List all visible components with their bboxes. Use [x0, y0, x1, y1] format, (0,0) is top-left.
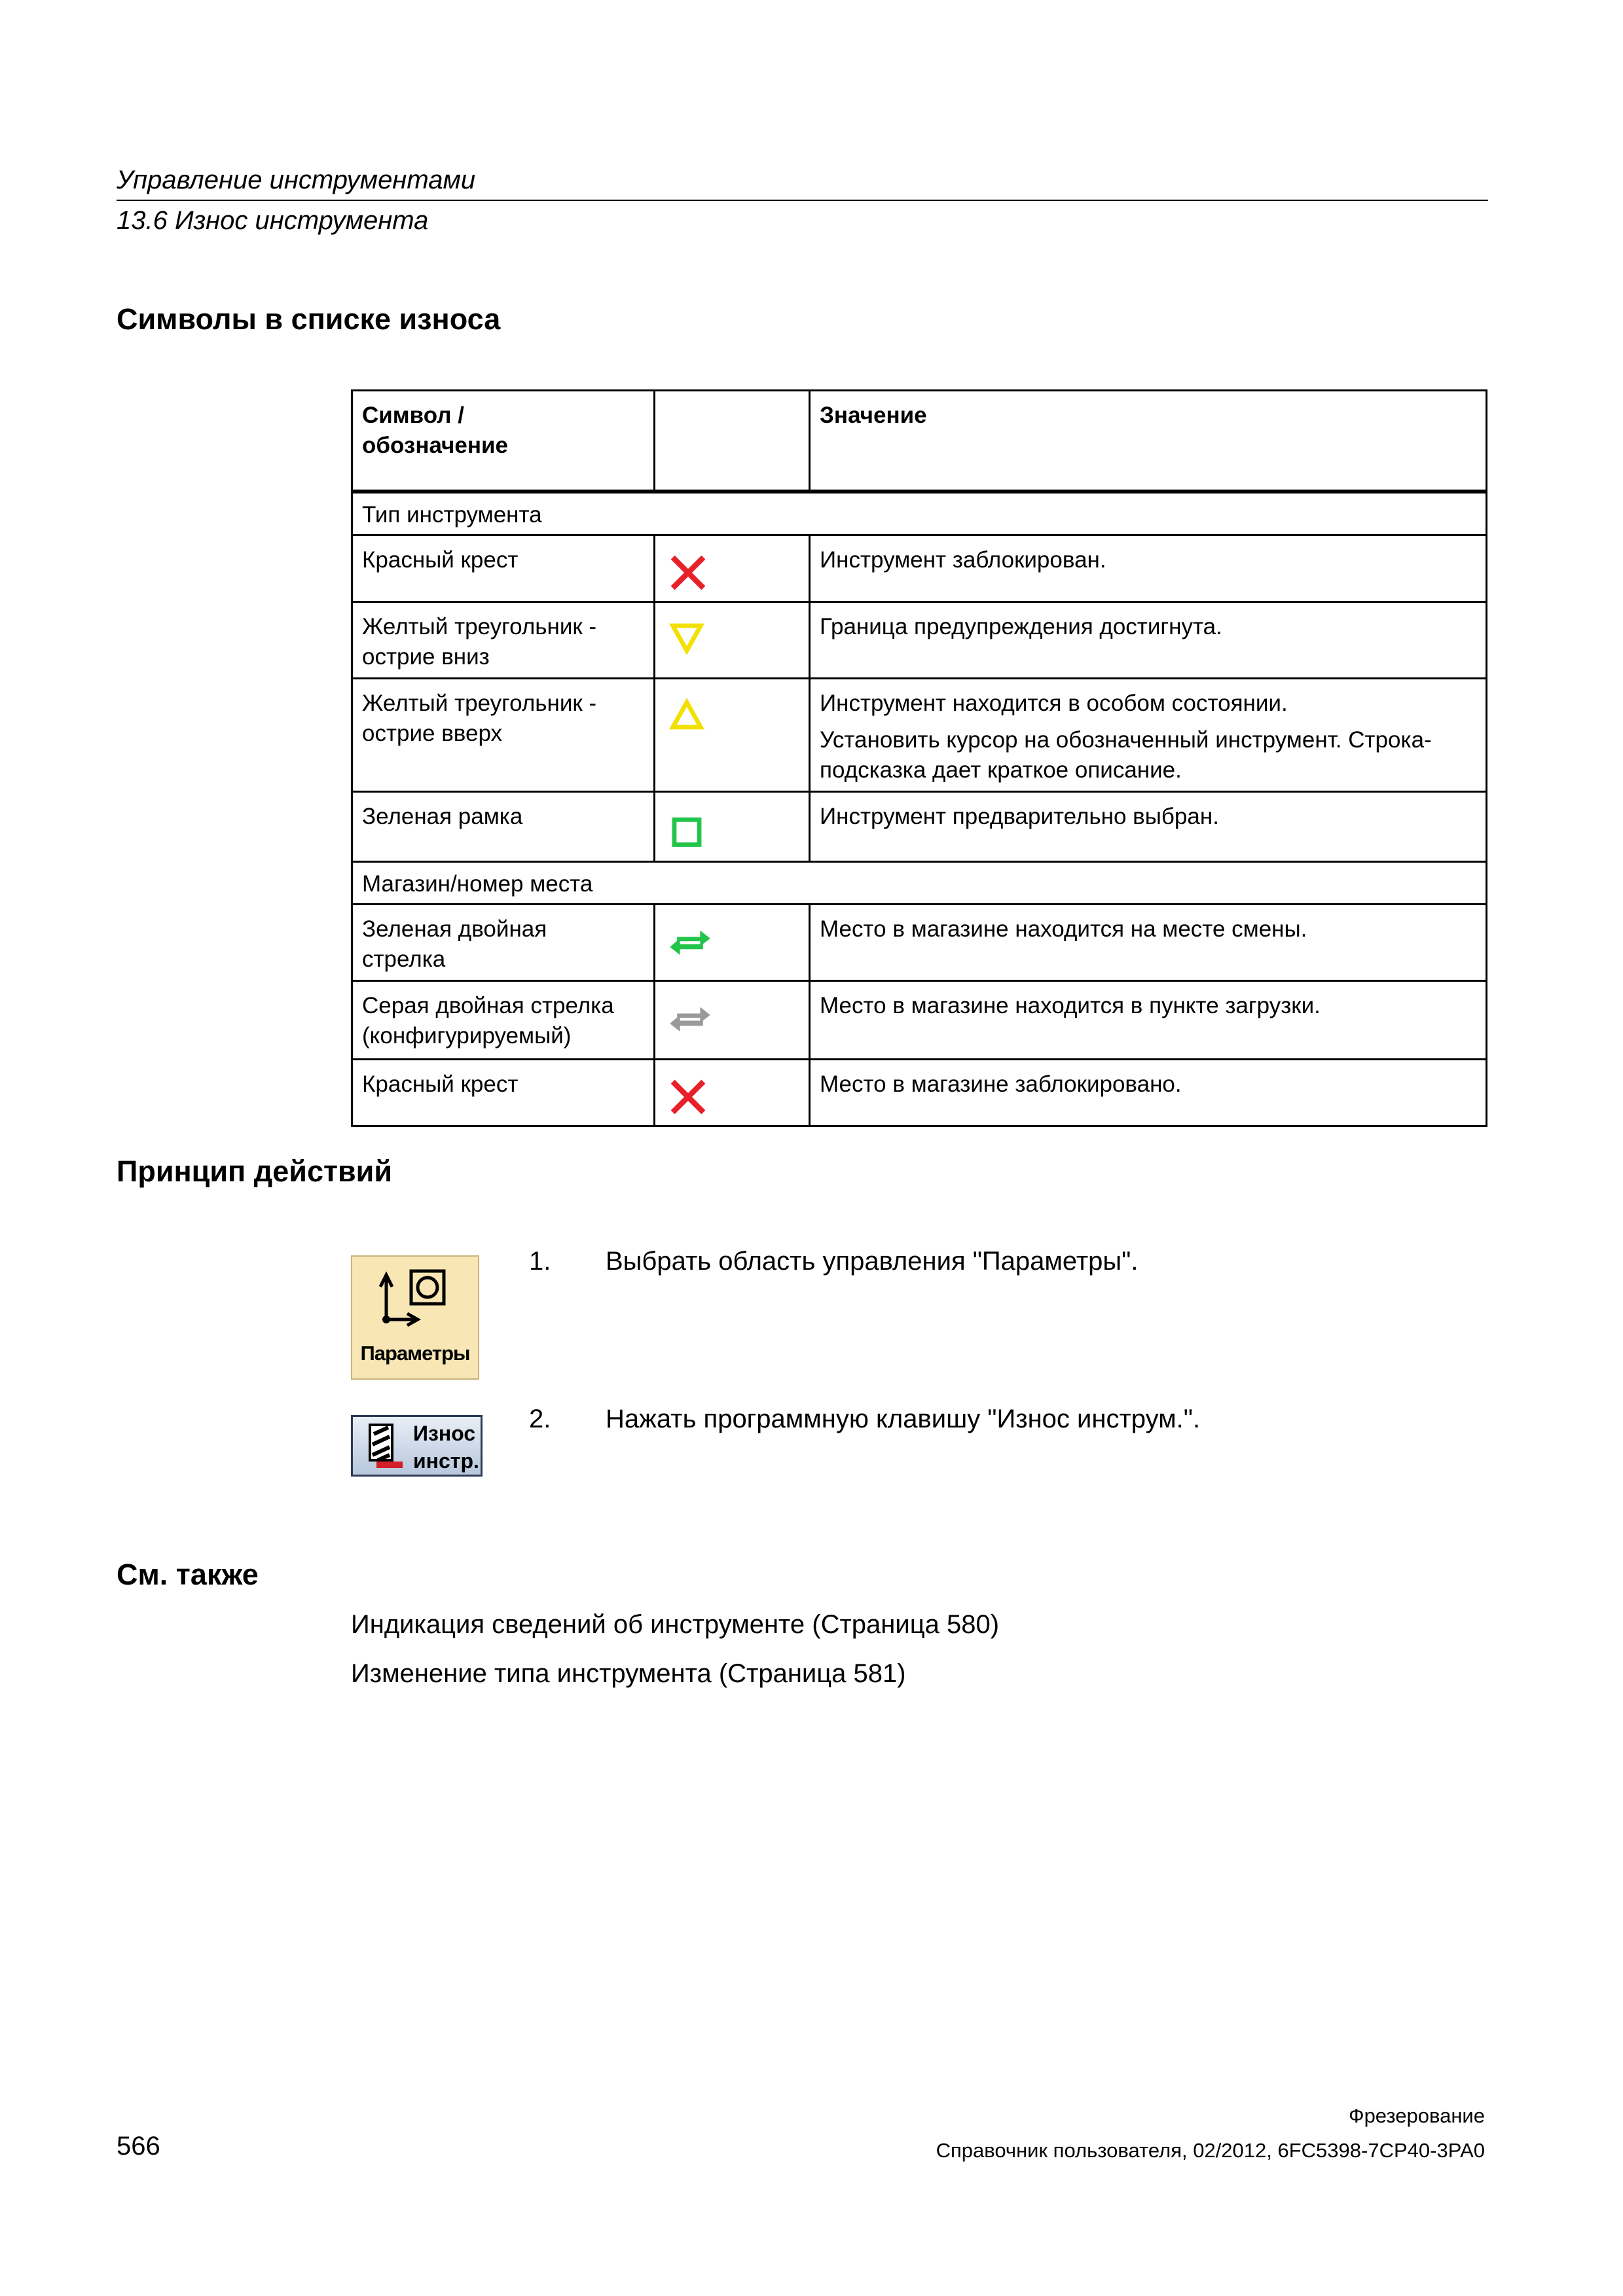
table-row: [352, 679, 1487, 792]
footer-product: Фрезерование: [1349, 2104, 1485, 2127]
tool-wear-softkey-label-line2: инстр.: [413, 1449, 479, 1473]
row-meaning: Установить курсор на обозначенный инструмент. Строка-подсказка дает краткое описание.: [820, 727, 1432, 783]
group-label-magazine: Магазин/номер места: [352, 862, 1487, 905]
row-symbol-name: (конфигурируемый): [362, 1023, 572, 1049]
row-symbol-name: острие вверх: [362, 721, 503, 746]
row-symbol-name: Красный крест: [362, 547, 519, 573]
table-row: [352, 535, 1487, 602]
table-row: [352, 981, 1487, 1060]
footer-manual-info: Справочник пользователя, 02/2012, 6FC5398-7CP40-3PA0: [936, 2139, 1485, 2162]
row-symbol-name: Зеленая двойная: [362, 916, 547, 942]
row-meaning: Место в магазине находится на месте смены.: [820, 916, 1307, 942]
parameters-softkey[interactable]: [351, 1255, 479, 1380]
gray-double-arrow-icon: [668, 1015, 712, 1041]
row-meaning: Граница предупреждения достигнута.: [820, 614, 1222, 639]
step-text: Нажать программную клавишу "Износ инструм.".: [606, 1405, 1201, 1433]
yellow-triangle-down-icon: [668, 636, 705, 662]
symbols-table: [351, 389, 1487, 1127]
step-text: Выбрать область управления "Параметры".: [606, 1247, 1139, 1276]
parameters-softkey-label: Параметры: [360, 1342, 470, 1365]
table-header-row: [352, 391, 1487, 492]
row-symbol-name: Желтый треугольник -: [362, 614, 597, 639]
table-row: [352, 905, 1487, 981]
header-symbol-line2: обозначение: [362, 433, 508, 458]
group-label-tool-type: Тип инструмента: [352, 492, 1487, 535]
row-meaning: Место в магазине находится в пункте загрузки.: [820, 993, 1321, 1018]
page-number: 566: [117, 2132, 160, 2161]
header-symbol-line1: Символ /: [362, 403, 464, 428]
running-header-chapter: Управление инструментами: [117, 166, 476, 194]
running-header-section: 13.6 Износ инструмента: [117, 206, 429, 235]
yellow-triangle-up-icon: [668, 713, 705, 738]
header-icon-cell: [655, 391, 810, 492]
tool-wear-softkey-label: [413, 1420, 479, 1475]
green-frame-icon: [668, 829, 705, 854]
tool-wear-softkey[interactable]: [351, 1415, 483, 1477]
step-number: 1.: [529, 1247, 551, 1276]
symbols-section-title: Символы в списке износа: [117, 302, 501, 336]
table-row: [352, 792, 1487, 862]
header-symbol-cell: [352, 391, 655, 492]
table-row: [352, 602, 1487, 679]
procedure-section-title: Принцип действий: [117, 1155, 392, 1188]
red-cross-icon: [668, 1096, 708, 1122]
see-also-link[interactable]: Изменение типа инструмента (Страница 581): [351, 1659, 906, 1688]
row-meaning: Инструмент находится в особом состоянии.: [820, 691, 1288, 716]
red-cross-icon: [668, 572, 708, 598]
row-meaning: Место в магазине заблокировано.: [820, 1071, 1182, 1097]
table-row: [352, 1060, 1487, 1126]
group-row-tool-type: [352, 492, 1487, 535]
row-symbol-name: Красный крест: [362, 1071, 519, 1097]
row-symbol-name: острие вниз: [362, 644, 490, 670]
row-meaning: Инструмент заблокирован.: [820, 547, 1106, 573]
group-row-magazine: [352, 862, 1487, 905]
see-also-section-title: См. также: [117, 1558, 259, 1591]
green-double-arrow-icon: [668, 939, 712, 964]
row-symbol-name: Зеленая рамка: [362, 804, 523, 829]
row-symbol-name: Желтый треугольник -: [362, 691, 597, 716]
row-symbol-name: Серая двойная стрелка: [362, 993, 614, 1018]
row-meaning: Инструмент предварительно выбран.: [820, 804, 1219, 829]
step-number: 2.: [529, 1405, 551, 1433]
header-rule: [117, 200, 1488, 201]
header-meaning: Значение: [810, 391, 1487, 492]
row-symbol-name: стрелка: [362, 946, 446, 972]
see-also-link[interactable]: Индикация сведений об инструменте (Страница 580): [351, 1610, 1000, 1639]
tool-wear-softkey-label-line1: Износ: [413, 1422, 476, 1445]
